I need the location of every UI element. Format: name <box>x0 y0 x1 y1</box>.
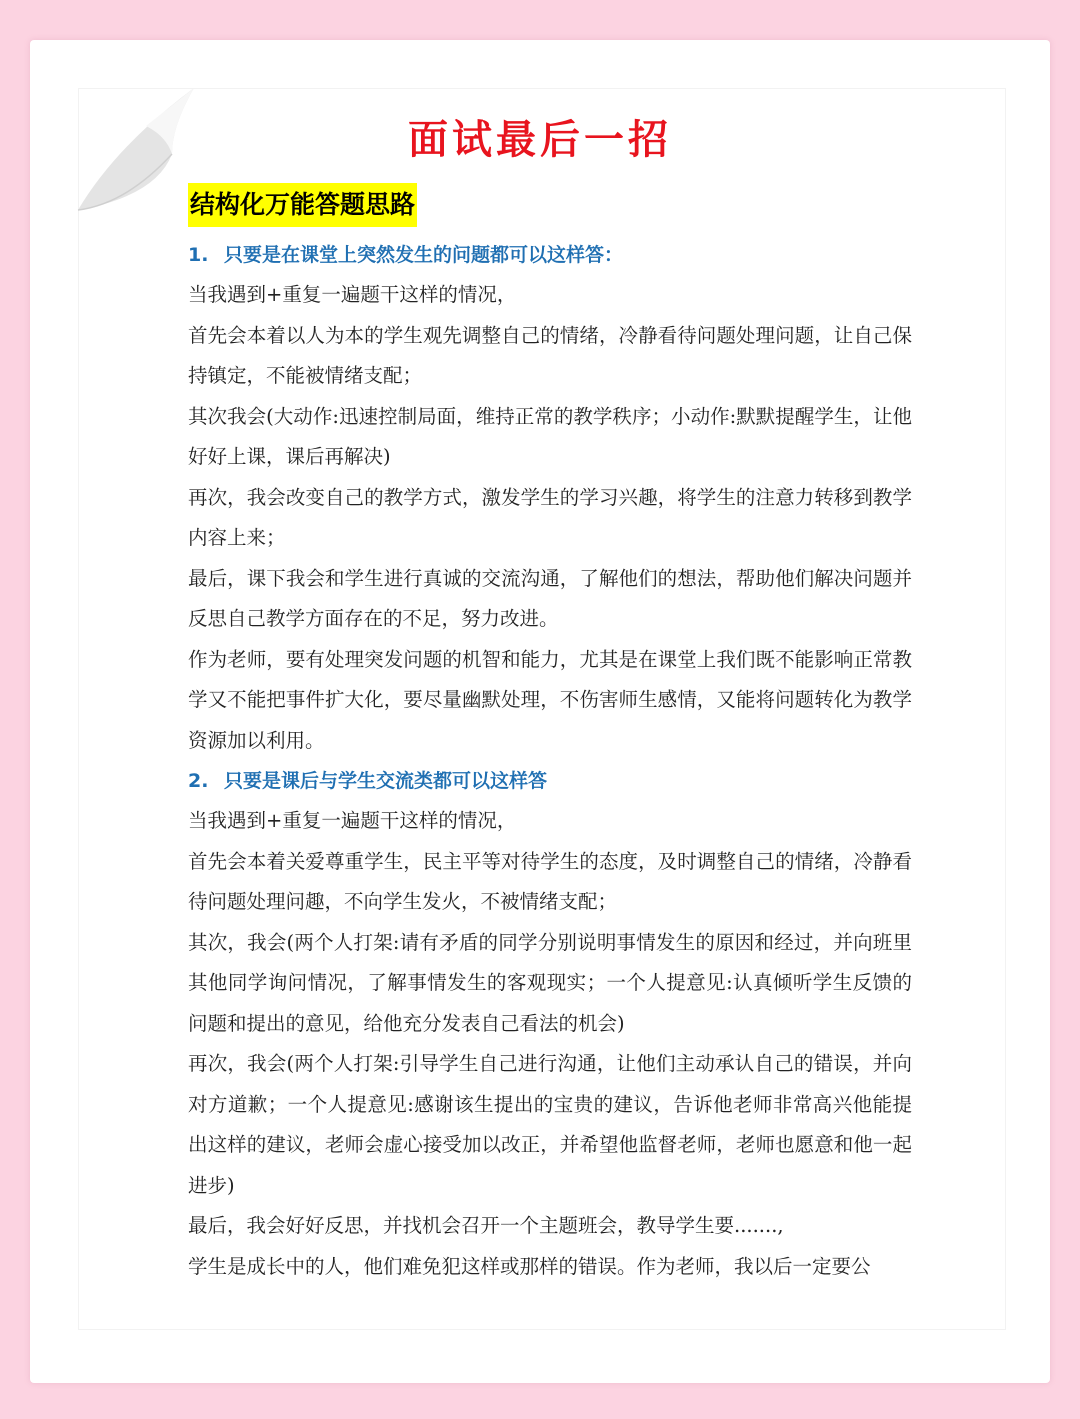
question-text: 只要是在课堂上突然发生的问题都可以这样答： <box>224 244 624 266</box>
paragraph: 最后，我会好好反思，并找机会召开一个主题班会，教导学生要......., <box>188 1214 784 1237</box>
paragraph: 再次，我会改变自己的教学方式，激发学生的学习兴趣，将学生的注意力转移到教学内容上来； <box>188 485 912 549</box>
section-1 <box>188 235 912 761</box>
page-title: 面试最后一招 <box>408 116 672 163</box>
paragraph: 其次我会(大动作:迅速控制局面，维持正常的教学秩序；小动作:默默提醒学生，让他好好上课，课后再解决) <box>188 404 912 468</box>
section-2 <box>188 761 912 1287</box>
paragraph: 当我遇到+重复一遍题干这样的情况， <box>188 809 517 832</box>
question-number: 1. <box>188 244 209 266</box>
subheading-highlight: 结构化万能答题思路 <box>188 183 417 227</box>
paragraph: 其次，我会(两个人打架:请有矛盾的同学分别说明事情发生的原因和经过，并向班里其他同学询问情况，了解事情发生的客观现实；一个人提意见:认真倾听学生反馈的问题和提出的意见，给他充分发表自己看法的机会) <box>188 930 912 1035</box>
question-heading <box>188 235 912 275</box>
question-number: 2. <box>188 770 209 792</box>
paragraph: 最后，课下我会和学生进行真诚的交流沟通，了解他们的想法，帮助他们解决问题并反思自己教学方面存在的不足，努力改进。 <box>188 566 912 630</box>
paragraph: 首先会本着关爱尊重学生，民主平等对待学生的态度，及时调整自己的情绪，冷静看待问题处理问趣，不向学生发火，不被情绪支配； <box>188 849 912 913</box>
question-text: 只要是课后与学生交流类都可以这样答 <box>224 770 548 792</box>
content-body <box>188 183 912 1287</box>
paragraph: 作为老师，要有处理突发问题的机智和能力，尤其是在课堂上我们既不能影响正常教学又不能把事件扩大化，要尽量幽默处理，不伤害师生感情，又能将问题转化为教学资源加以利用。 <box>188 647 912 752</box>
paragraph: 再次，我会(两个人打架:引导学生自己进行沟通，让他们主动承认自己的错误，并向对方道歉；一个人提意见:感谢该生提出的宝贵的建议，告诉他老师非常高兴他能提出这样的建议，老师会虚心接受加以改正，并希望他监督老师，老师也愿意和他一起进步) <box>188 1052 912 1197</box>
paragraph: 学生是成长中的人，他们难免犯这样或那样的错误。作为老师，我以后一定要公 <box>188 1254 871 1278</box>
paragraph: 首先会本着以人为本的学生观先调整自己的情绪，冷静看待问题处理问题，让自己保持镇定，不能被情绪支配； <box>188 323 912 387</box>
question-heading <box>188 761 912 801</box>
paragraph: 当我遇到+重复一遍题干这样的情况， <box>188 283 517 306</box>
